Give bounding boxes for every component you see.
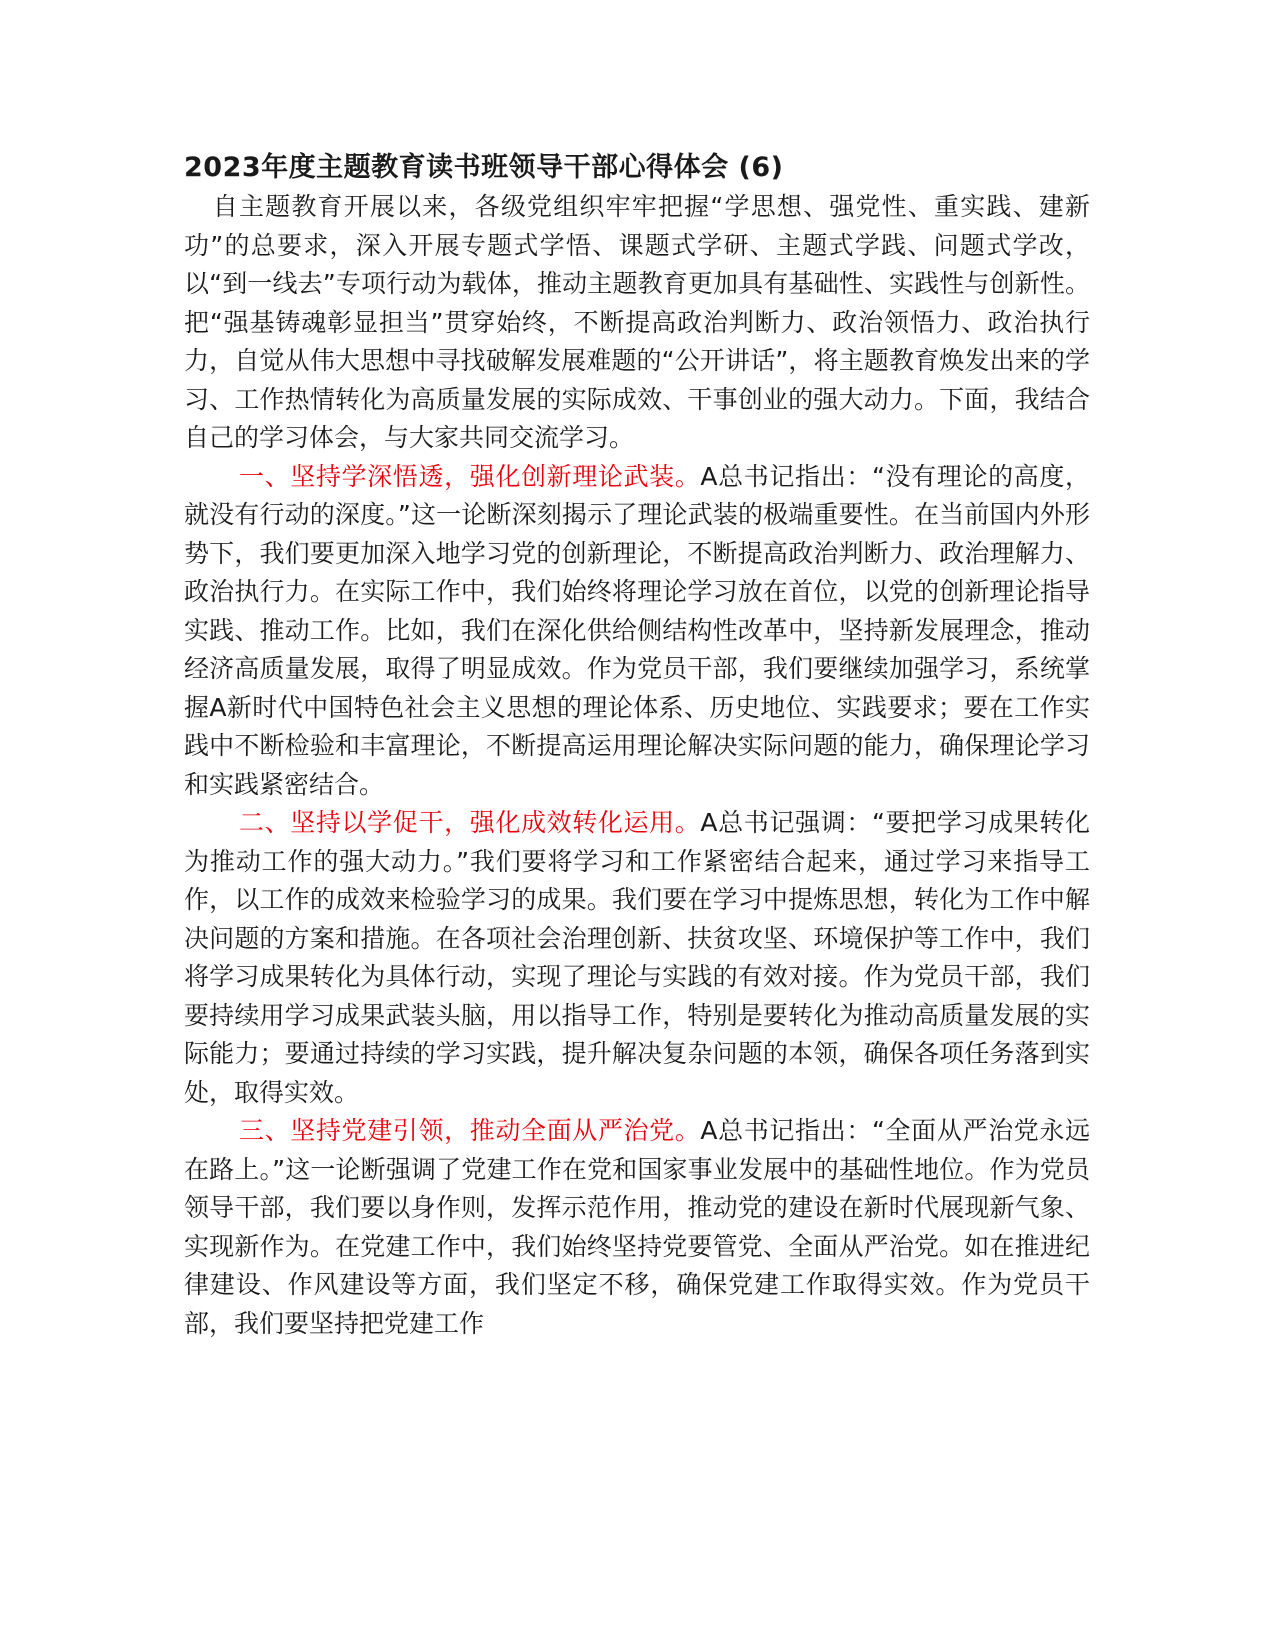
intro-paragraph: 自主题教育开展以来，各级党组织牢牢把握“学思想、强党性、重实践、建新功”的总要求，深入开展专题式学悟、课题式学研、主题式学践、问题式学改，以“到一线去”专项行动为载体，推动主题教育更加具有基础性、实践性与创新性。把“强基铸魂彰显担当”贯穿始终，不断提高政治判断力、政治领悟力、政治执行力，自觉从伟大思想中寻找破解发展难题的“公开讲话”，将主题教育焕发出来的学习、工作热情转化为高质量发展的实际成效、干事创业的强大动力。下面，我结合自己的学习体会，与大家共同交流学习。 bbox=[184, 192, 1090, 452]
section-paragraph-2 bbox=[184, 804, 1090, 1112]
document-title: 2023年度主题教育读书班领导干部心得体会 (6) bbox=[184, 152, 784, 183]
section-heading-2: 二、坚持以学促干，强化成效转化运用。 bbox=[239, 808, 701, 837]
section-paragraph-3 bbox=[184, 1112, 1090, 1343]
section-heading-3: 三、坚持党建引领，推动全面从严治党。 bbox=[239, 1116, 701, 1145]
document-content bbox=[184, 148, 1090, 1343]
section-paragraph-1 bbox=[184, 458, 1090, 805]
section-body-3: A总书记指出：“全面从严治党永远在路上。”这一论断强调了党建工作在党和国家事业发展中的基础性地位。作为党员领导干部，我们要以身作则，发挥示范作用，推动党的建设在新时代展现新气象、实现新作为。在党建工作中，我们始终坚持党要管党、全面从严治党。如在推进纪律建设、作风建设等方面，我们坚定不移，确保党建工作取得实效。作为党员干部，我们要坚持把党建工作 bbox=[184, 1116, 1090, 1338]
section-body-2: A总书记强调：“要把学习成果转化为推动工作的强大动力。”我们要将学习和工作紧密结合起来，通过学习来指导工作，以工作的成效来检验学习的成果。我们要在学习中提炼思想，转化为工作中解决问题的方案和措施。在各项社会治理创新、扶贫攻坚、环境保护等工作中，我们将学习成果转化为具体行动，实现了理论与实践的有效对接。作为党员干部，我们要持续用学习成果武装头脑，用以指导工作，特别是要转化为推动高质量发展的实际能力；要通过持续的学习实践，提升解决复杂问题的本领，确保各项任务落到实处，取得实效。 bbox=[184, 808, 1090, 1107]
section-heading-1: 一、坚持学深悟透，强化创新理论武装。 bbox=[239, 461, 701, 491]
section-body-1: A总书记指出：“没有理论的高度，就没有行动的深度。”这一论断深刻揭示了理论武装的极端重要性。在当前国内外形势下，我们要更加深入地学习党的创新理论，不断提高政治判断力、政治理解力、政治执行力。在实际工作中，我们始终将理论学习放在首位，以党的创新理论指导实践、推动工作。比如，我们在深化供给侧结构性改革中，坚持新发展理念，推动经济高质量发展，取得了明显成效。作为党员干部，我们要继续加强学习，系统掌握A新时代中国特色社会主义思想的理论体系、历史地位、实践要求；要在工作实践中不断检验和丰富理论，不断提高运用理论解决实际问题的能力，确保理论学习和实践紧密结合。 bbox=[184, 461, 1090, 799]
